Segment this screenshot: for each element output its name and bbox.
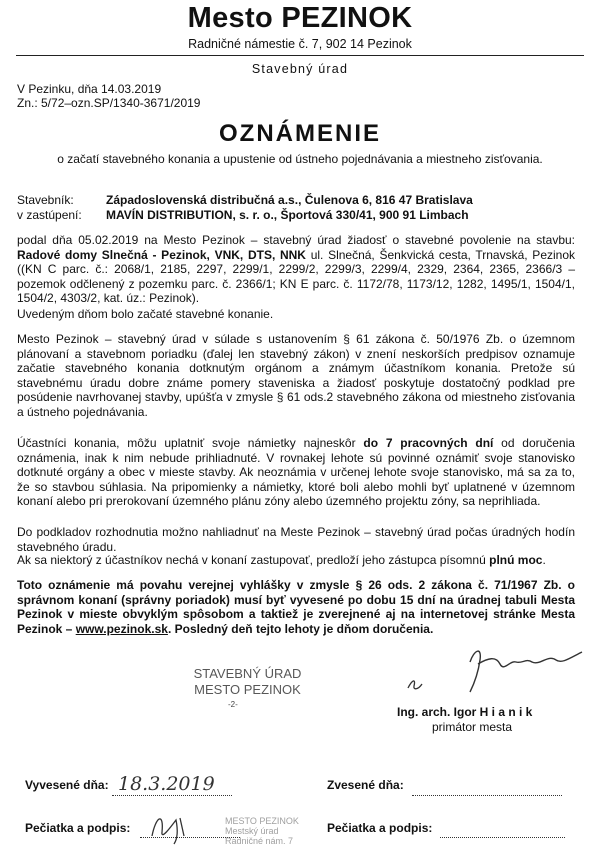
place-date: V Pezinku, dňa 14.03.2019	[17, 82, 162, 96]
builder-value: Západoslovenská distribučná a.s., Čulenova 6, 816 47 Bratislava	[106, 193, 473, 207]
posted-label: Vyvesené dňa:	[25, 778, 109, 792]
office-name: Stavebný úrad	[251, 62, 349, 76]
header-divider	[16, 55, 584, 56]
proxy-value: MAVÍN DISTRIBUTION, s. r. o., Športová 330/41, 900 91 Limbach	[106, 208, 469, 222]
removed-line	[412, 795, 562, 796]
stamp-number: -2-	[228, 700, 238, 709]
mayor-signature	[400, 640, 590, 700]
proxy-label: v zastúpení:	[17, 208, 82, 222]
posting-signature	[148, 806, 198, 846]
deadline-days: do 7 pracovných dní	[363, 436, 494, 450]
paragraph-public-notice: Toto oznámenie má povahu verejnej vyhlášky v zmysle § 26 ods. 2 zákona č. 71/1967 Zb. o správnom konaní (správny poriadok) musí byť vyvesené po dobu 15 dní na úradnej tabuli Mesta Pezinok v mieste obvyklým spôsobom a taktiež je zverejnené aj na internetovej stránke Mesta Pezinok – www.pezinok.sk. Posledný deň tejto lehoty je dňom doručenia.	[17, 578, 575, 636]
reference-number: Zn.: 5/72–ozn.SP/1340-3671/2019	[17, 96, 201, 110]
paragraph-legal-basis: Mesto Pezinok – stavebný úrad v súlade s ustanovením § 61 zákona č. 50/1976 Zb. o územnom plánovaní a stavebnom poriadku (ďalej len stavebný zákon) v znení neskorších predpisov oznamuje začatie stavebného konania dotknutým orgánom a známym účastníkom konania. Pretože sú stavebnému úradu dobre známe pomery staveniska a žiadosť poskytuje dostatočný podklad pre posúdenie navrhovanej stavby, upúšťa v zmysle § 61 ods.2 stavebného zákona od miestneho zisťovania a ústneho pojednávania.	[17, 332, 575, 419]
stamp-sign-label-left: Pečiatka a podpis:	[25, 821, 131, 835]
posted-date-handwritten: 18.3.2019	[118, 773, 215, 795]
office-stamp: STAVEBNÝ ÚRAD MESTO PEZINOK	[193, 666, 302, 697]
paragraph-started: Uvedeným dňom bolo začaté stavebné konanie.	[17, 307, 274, 321]
notice-title: OZNÁMENIE	[219, 120, 381, 147]
paragraph-inspection: Do podkladov rozhodnutia možno nahliadnuť na Meste Pezinok – stavebný úrad počas úradných hodín stavebného úradu.	[17, 525, 575, 554]
paragraph-request: podal dňa 05.02.2019 na Mesto Pezinok – stavebný úrad žiadosť o stavebné povolenie na stavbu: Radové domy Slnečná - Pezinok, VNK, DTS, NNK ul. Slnečná, Šenkvická cesta, Trnavská, Pezinok ((KN C parc. č.: 2068/1, 2185, 2297, 2299/1, 2299/2, 2299/3, 2299/4, 2329, 2364, 2365, 2366/3 – pozemok odčlenený z pozemku parc. č. 2366/1; KN E parc. č. 1172/78, 1173/12, 1282, 1495/1, 1504/1, 1504/2, 4303/2, kat. úz.: Pezinok).	[17, 233, 576, 306]
project-name: Radové domy Slnečná - Pezinok, VNK, DTS, NNK	[17, 247, 306, 262]
signer-role: primátor mesta	[432, 720, 513, 734]
stamp-sign-label-right: Pečiatka a podpis:	[327, 821, 433, 835]
paragraph-objections: Účastníci konania, môžu uplatniť svoje námietky najneskôr do 7 pracovných dní od doručenia oznámenia, inak k nim nebude prihliadnuté. V rovnakej lehote sú povinné oznámiť svoje stanovisko dotknuté orgány a obec v mieste stavby. Ak neoznámia v určenej lehote svoje stanovisko, má sa za to, že so stavbou súhlasia. Na pripomienky a námietky, ktoré boli alebo mohli byť uplatnené v územnom konaní alebo pri prerokovaní územného plánu zóny alebo územného projektu zóny, sa neprihliada.	[17, 436, 575, 509]
removed-label: Zvesené dňa:	[327, 778, 404, 792]
notice-subtitle: o začatí stavebného konania a upustenie od ústneho pojednávania a miestneho zisťovania.	[57, 152, 543, 166]
city-title: Mesto PEZINOK	[187, 2, 413, 34]
posted-line	[112, 795, 232, 796]
website-link[interactable]: www.pezinok.sk	[75, 621, 168, 636]
faint-stamp: MESTO PEZINOK Mestský úrad Radničné nám. 7	[225, 816, 299, 846]
signer-name: Ing. arch. Igor H i a n i k	[397, 705, 533, 719]
stamp-sign-line-right	[440, 837, 565, 838]
builder-label: Stavebník:	[17, 193, 74, 207]
paragraph-representation: Ak sa niektorý z účastníkov nechá v konaní zastupovať, predloží jeho zástupca písomnú plnú moc.	[17, 553, 546, 567]
power-of-attorney: plnú moc	[489, 553, 543, 567]
city-address: Radničné námestie č. 7, 902 14 Pezinok	[188, 37, 412, 51]
